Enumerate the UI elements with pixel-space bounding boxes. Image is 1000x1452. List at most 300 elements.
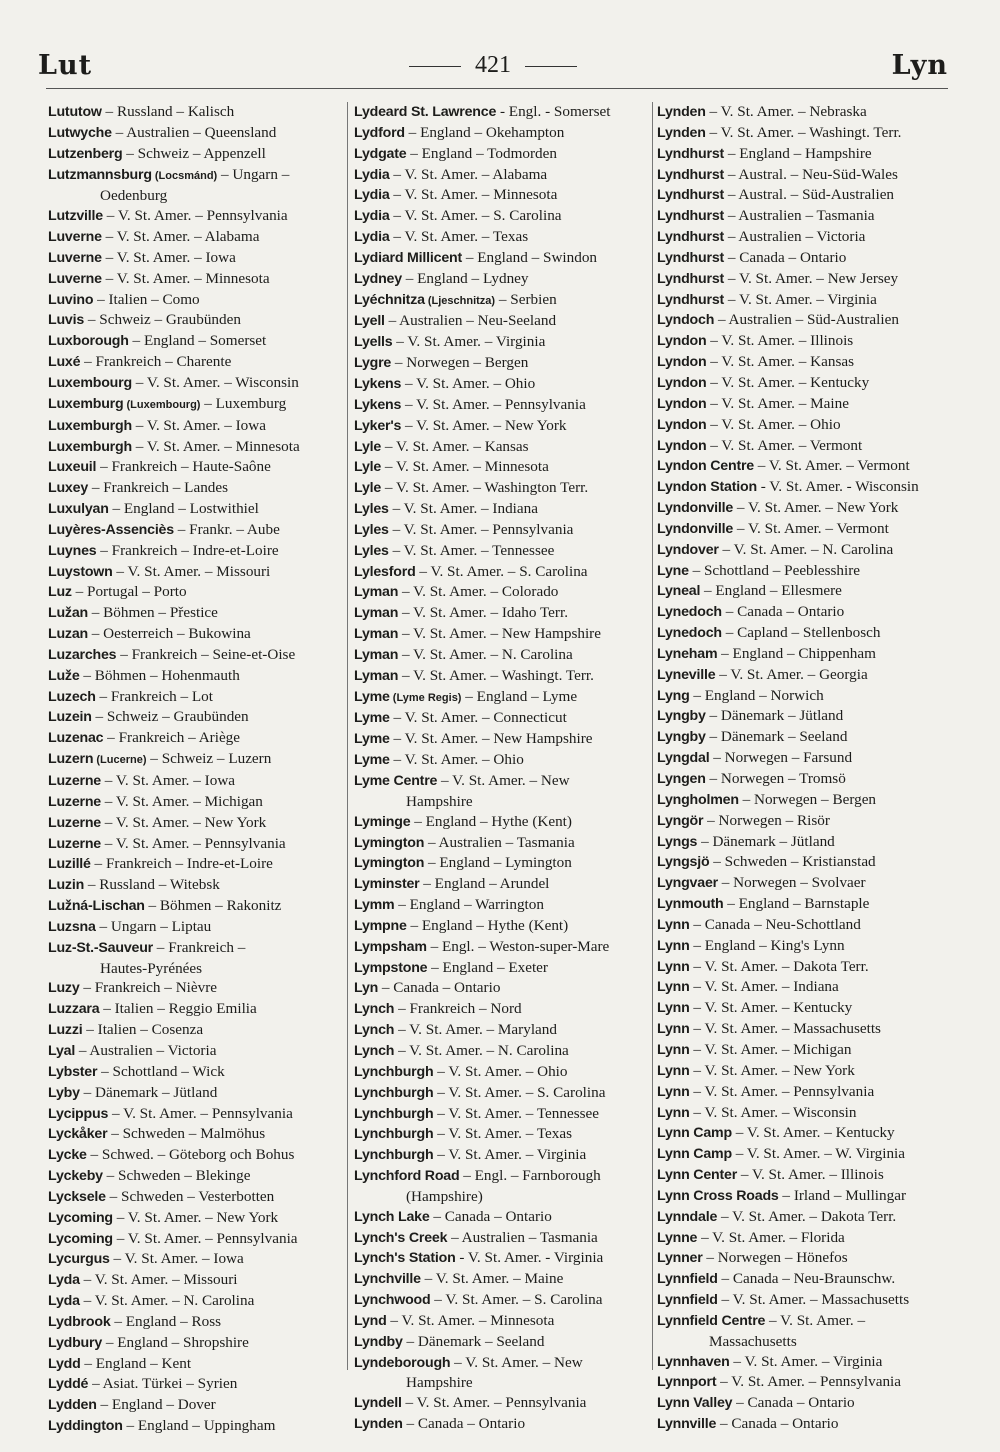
entry-location: – Australien – Victoria xyxy=(75,1041,217,1059)
entry-location: – England – King's Lynn xyxy=(689,936,845,954)
entry-location: – V. St. Amer. – Pennsylvania xyxy=(716,1373,901,1391)
gazetteer-entry xyxy=(657,1414,961,1435)
entry-headword: Luzzi xyxy=(48,1022,83,1039)
entry-location: – V. St. Amer. – S. Carolina xyxy=(415,562,588,580)
page-header xyxy=(38,48,948,88)
entry-location: – V. St. Amer. – Missouri xyxy=(112,562,271,580)
entry-headword: Lyneville xyxy=(657,666,716,683)
gazetteer-entry xyxy=(48,206,346,227)
entry-location: – V. St. Amer. – Tennessee xyxy=(388,541,555,559)
entry-location: – England – Lostwithiel xyxy=(108,500,259,518)
gazetteer-entry xyxy=(354,1020,652,1041)
gazetteer-entry xyxy=(48,1374,346,1395)
entry-headword: Luxulyan xyxy=(48,501,109,518)
gazetteer-entry xyxy=(354,562,652,583)
gazetteer-entry xyxy=(657,1082,961,1103)
header-dash-right xyxy=(525,66,577,67)
gazetteer-entry xyxy=(354,1269,652,1290)
entry-location: – Schottland – Wick xyxy=(97,1062,225,1080)
entry-location: – V. St. Amer. – New Jersey xyxy=(724,269,899,287)
gazetteer-entry xyxy=(354,603,652,624)
gazetteer-entry xyxy=(657,644,961,665)
gazetteer-entry xyxy=(657,832,961,853)
entry-location: – V. St. Amer. – Maine xyxy=(420,1270,564,1288)
gazetteer-entry xyxy=(354,812,652,833)
gazetteer-entry xyxy=(48,373,346,394)
gazetteer-entry xyxy=(657,1311,961,1352)
gazetteer-entry xyxy=(354,520,652,541)
gazetteer-entry xyxy=(354,750,652,771)
entry-headword: Lynne xyxy=(657,1229,698,1246)
gazetteer-entry xyxy=(48,520,346,541)
gazetteer-entry xyxy=(657,415,961,436)
entry-location: – Frankreich – Indre-et-Loire xyxy=(96,541,279,559)
entry-headword: Lužná-Lischan xyxy=(48,898,145,915)
entry-location: – Schweiz – Graubünden xyxy=(91,708,249,726)
gazetteer-entry xyxy=(657,727,961,748)
entry-headword: Lynden xyxy=(657,124,706,141)
gazetteer-entry xyxy=(354,978,652,999)
entry-location: – V. St. Amer. – Iowa xyxy=(101,772,236,789)
gazetteer-entry xyxy=(48,917,346,938)
gazetteer-entry xyxy=(657,1248,961,1269)
entry-headword: Luzsna xyxy=(48,918,96,935)
entry-headword: Lynn xyxy=(657,1083,690,1100)
entry-location: – V. St. Amer. – Washingt. Terr. xyxy=(705,123,902,141)
gazetteer-entry xyxy=(354,1290,652,1311)
entry-location: – Frankreich – Seine-et-Oise xyxy=(116,645,296,663)
gazetteer-entry xyxy=(657,1165,961,1186)
entry-variant-name: (Lucerne) xyxy=(93,754,147,767)
entry-headword: Lynnfield xyxy=(657,1292,718,1309)
entry-location: – V. St. Amer. – Pennsylvania xyxy=(112,1229,298,1247)
gazetteer-entry xyxy=(657,165,961,186)
entry-location: – Italien – Como xyxy=(93,290,200,308)
entry-continuation: Hautes-Pyrénées xyxy=(100,959,203,977)
gazetteer-entry xyxy=(48,1187,346,1208)
entry-location: – Italien – Cosenza xyxy=(82,1021,204,1039)
entry-location: – Frankreich – Nièvre xyxy=(79,979,218,997)
entry-headword: Lyme xyxy=(354,731,390,748)
entry-variant-name: (Luxembourg) xyxy=(123,398,201,411)
entry-location: – V. St. Amer. – Virginia xyxy=(729,1352,883,1370)
entry-headword: Lututow xyxy=(48,104,102,120)
entry-location: – Australien – Tasmania xyxy=(724,207,875,225)
gazetteer-entry xyxy=(657,331,961,352)
gazetteer-entry xyxy=(354,1248,652,1269)
entry-location: – England – Ellesmere xyxy=(700,582,842,600)
entry-location: – England – Norwich xyxy=(689,686,824,704)
entry-location: – V. St. Amer. – S. Carolina xyxy=(389,207,562,225)
entry-headword: Luzarches xyxy=(48,646,117,663)
entry-headword: Luxemburg xyxy=(48,395,124,412)
gazetteer-entry xyxy=(48,896,346,917)
gazetteer-entry xyxy=(657,206,961,227)
entry-headword: Lydia xyxy=(354,187,390,204)
gazetteer-entry xyxy=(354,687,652,709)
gazetteer-entry xyxy=(354,290,652,312)
gazetteer-entry xyxy=(657,352,961,373)
gazetteer-entry xyxy=(354,1207,652,1228)
gazetteer-entry xyxy=(657,1352,961,1373)
entry-location: – Oesterreich – Bukowina xyxy=(87,625,251,643)
entry-headword: Lyme xyxy=(354,688,390,705)
entry-location: – Canada – Ontario xyxy=(429,1207,552,1225)
gazetteer-entry xyxy=(657,1144,961,1165)
gazetteer-entry xyxy=(48,938,346,979)
gazetteer-entry xyxy=(657,310,961,331)
entry-location: – V. St. Amer. – Pennsylvania xyxy=(102,207,288,225)
entry-location: – England – Somerset xyxy=(128,332,267,350)
gazetteer-entry xyxy=(354,895,652,916)
entry-headword: Lynnville xyxy=(657,1416,717,1433)
entry-location: – Frankreich – xyxy=(153,938,246,956)
entry-location: – Serbien xyxy=(495,290,557,308)
entry-location: – V. St. Amer. – Alabama xyxy=(101,228,260,246)
entry-location: – V. St. Amer. – Michigan xyxy=(101,792,263,810)
gazetteer-entry xyxy=(48,624,346,645)
gazetteer-entry xyxy=(354,708,652,729)
entry-headword: Lynn Camp xyxy=(657,1146,732,1163)
entry-headword: Lyman xyxy=(354,584,399,601)
entry-location: – Asiat. Türkei – Syrien xyxy=(88,1375,238,1393)
entry-location: – Schweden – Vesterbotten xyxy=(105,1187,275,1205)
entry-headword: Lycoming xyxy=(48,1209,113,1226)
entry-headword: Lynnfield Centre xyxy=(657,1312,766,1329)
entry-location: – V. St. Amer. – Minnesota xyxy=(386,1311,555,1329)
entry-headword: Lynn Valley xyxy=(657,1395,733,1412)
entry-headword: Lyéchnitza xyxy=(354,291,425,308)
entry-location: – Frankreich – Landes xyxy=(88,479,229,497)
entry-location: – Schweiz – Appenzell xyxy=(122,144,266,162)
gazetteer-entry xyxy=(354,645,652,666)
gazetteer-entry xyxy=(354,916,652,937)
entry-headword: Lynndale xyxy=(657,1208,718,1225)
entry-headword: Lyndon xyxy=(657,374,707,391)
entry-location: – Dänemark – Seeland xyxy=(705,728,848,746)
gazetteer-entry xyxy=(48,394,346,416)
entry-headword: Lygre xyxy=(354,355,392,372)
gazetteer-entry xyxy=(354,478,652,499)
entry-location: – Norwegen – Hönefos xyxy=(702,1249,848,1267)
entry-location: – Frankreich – Charente xyxy=(80,353,232,371)
entry-headword: Luzern xyxy=(48,751,94,768)
entry-headword: Lynch xyxy=(354,1042,395,1059)
gazetteer-entry xyxy=(48,687,346,708)
entry-headword: Lutzmannsburg xyxy=(48,166,152,183)
gazetteer-entry xyxy=(48,290,346,311)
entry-headword: Lylesford xyxy=(354,563,416,580)
entry-location: – V. St. Amer. – New York xyxy=(401,416,567,434)
entry-location: – V. St. Amer. – Colorado xyxy=(398,583,559,601)
entry-headword: Lyminge xyxy=(354,813,411,830)
gazetteer-entry xyxy=(354,771,652,812)
entry-headword: Lynchwood xyxy=(354,1292,431,1309)
gazetteer-entry xyxy=(354,144,652,165)
entry-headword: Lynnfield xyxy=(657,1271,718,1288)
gazetteer-entry xyxy=(657,894,961,915)
entry-headword: Luystown xyxy=(48,563,113,580)
entry-headword: Lydbury xyxy=(48,1334,103,1351)
page-number-line xyxy=(38,52,948,79)
entry-headword: Luynes xyxy=(48,542,97,559)
entry-location: – Schweiz – Luzern xyxy=(146,750,272,768)
entry-location: – Norwegen – Risör xyxy=(703,811,830,829)
entry-continuation: Hampshire xyxy=(406,792,473,810)
gazetteer-entry xyxy=(48,437,346,458)
header-left-guide-word: Lut xyxy=(38,50,93,81)
gazetteer-entry xyxy=(354,248,652,269)
entry-headword: Luzy xyxy=(48,980,80,997)
entry-location: – Canada – Ontario xyxy=(402,1415,526,1433)
gazetteer-entry xyxy=(48,728,346,749)
gazetteer-entry xyxy=(354,624,652,645)
entry-headword: Lynner xyxy=(657,1250,703,1267)
entry-headword: Lyckåker xyxy=(48,1126,108,1143)
entry-location: – V. St. Amer. – New York xyxy=(101,813,267,831)
entry-headword: Luzin xyxy=(48,877,85,894)
entry-headword: Lyndeborough xyxy=(354,1354,451,1371)
entry-headword: Lycurgus xyxy=(48,1251,110,1268)
entry-location: – V. St. Amer. – Kentucky xyxy=(689,999,853,1017)
entry-location: – V. St. Amer. – Iowa xyxy=(109,1250,244,1268)
entry-headword: Lyme xyxy=(354,752,390,769)
entry-headword: Luxeuil xyxy=(48,459,97,476)
entry-headword: Lynchville xyxy=(354,1271,421,1288)
entry-location: – England – Ross xyxy=(110,1312,222,1330)
entry-location: - V. St. Amer. - Virginia xyxy=(455,1249,604,1267)
entry-headword: Luvis xyxy=(48,312,85,329)
entry-headword: Lyddington xyxy=(48,1418,123,1435)
gazetteer-entry xyxy=(354,1228,652,1249)
entry-headword: Lynn xyxy=(657,1041,690,1058)
gazetteer-entry xyxy=(48,562,346,583)
entry-headword: Lynden xyxy=(657,104,706,120)
entry-location: – V. St. Amer. – Kentucky xyxy=(731,1124,895,1142)
entry-location: – V. St. Amer. – S. Carolina xyxy=(433,1083,606,1101)
entry-location: – V. St. Amer. – New York xyxy=(689,1061,855,1079)
entry-headword: Lyneal xyxy=(657,583,701,600)
gazetteer-entry xyxy=(657,477,961,498)
entry-location: – Böhmen – Hohenmauth xyxy=(79,666,240,684)
gazetteer-entry xyxy=(48,875,346,896)
entry-headword: Lynn xyxy=(657,1062,690,1079)
gazetteer-entry xyxy=(48,978,346,999)
entry-location: – Australien – Queensland xyxy=(111,123,277,141)
gazetteer-entry xyxy=(354,1332,652,1353)
entry-headword: Lynn Center xyxy=(657,1167,738,1184)
entry-location: – England – Hythe (Kent) xyxy=(410,812,572,830)
entry-headword: Lyndell xyxy=(354,1395,402,1412)
gazetteer-entry xyxy=(657,602,961,623)
entry-headword: Lyngen xyxy=(657,771,706,787)
entry-location: – V. St. Amer. – New xyxy=(437,772,570,789)
entry-location: – Frankreich – Lot xyxy=(95,687,213,705)
entry-headword: Lyells xyxy=(354,334,393,351)
gazetteer-entry xyxy=(354,437,652,458)
entry-headword: Lyles xyxy=(354,542,389,559)
entry-location: – V. St. Amer. – Vermont xyxy=(706,436,863,454)
column-divider-2 xyxy=(652,102,653,1370)
entry-headword: Lutzville xyxy=(48,208,103,225)
entry-headword: Lynch xyxy=(354,1022,395,1039)
gazetteer-entry xyxy=(354,1062,652,1083)
entry-location: – V. St. Amer. – Michigan xyxy=(689,1040,852,1058)
entry-headword: Lynn xyxy=(657,958,690,975)
entry-location: – V. St. Amer. – Kentucky xyxy=(706,373,870,391)
gazetteer-entry xyxy=(48,1270,346,1291)
entry-headword: Lynn xyxy=(657,916,690,933)
entry-location: – V. St. Amer. – New Hampshire xyxy=(398,625,601,643)
entry-location: – Dänemark – Jütland xyxy=(705,707,844,725)
gazetteer-entry xyxy=(48,1333,346,1354)
entry-location: – V. St. Amer. – N. Carolina xyxy=(79,1292,255,1310)
entry-location: – Canada – Ontario xyxy=(716,1415,839,1433)
gazetteer-entry xyxy=(354,937,652,958)
entry-headword: Lyme xyxy=(354,710,390,727)
entry-location: – Frankreich – Ariège xyxy=(103,729,241,747)
entry-headword: Luverne xyxy=(48,249,102,266)
entry-headword: Lynedoch xyxy=(657,625,722,642)
entry-headword: Lydeard St. Lawrence xyxy=(354,104,497,120)
gazetteer-entry xyxy=(657,686,961,707)
entry-location: – Australien – Süd-Australien xyxy=(714,311,899,329)
gazetteer-entry xyxy=(48,227,346,248)
entry-location: – V. St. Amer. – New York xyxy=(112,1208,279,1226)
entry-headword: Lycke xyxy=(48,1147,87,1164)
entry-variant-name: (Locsmánd) xyxy=(151,169,218,182)
gazetteer-entry xyxy=(48,749,346,771)
entry-headword: Lyle xyxy=(354,480,382,497)
entry-location: – Schwed. – Göteborg och Bohus xyxy=(86,1146,295,1164)
entry-location: – V. St. Amer. – Washingt. Terr. xyxy=(398,666,594,684)
entry-location: – V. St. Amer. – Ohio xyxy=(389,751,524,769)
gazetteer-entry xyxy=(657,540,961,561)
entry-location: – Irland – Mullingar xyxy=(778,1186,907,1204)
gazetteer-entry xyxy=(657,1207,961,1228)
gazetteer-entry xyxy=(48,499,346,520)
entry-headword: Luzerne xyxy=(48,793,101,810)
entry-headword: Lyman xyxy=(354,605,399,622)
gazetteer-entry xyxy=(48,331,346,352)
gazetteer-entry xyxy=(48,999,346,1020)
entry-headword: Lydney xyxy=(354,270,402,287)
entry-location: – V. St. Amer. – New York xyxy=(733,499,899,517)
gazetteer-entry xyxy=(48,1291,346,1312)
gazetteer-entry xyxy=(354,853,652,874)
entry-location: – V. St. Amer. – Maine xyxy=(706,394,849,412)
entry-location: – Ungarn – Liptau xyxy=(95,917,212,935)
gazetteer-entry xyxy=(354,123,652,144)
entry-location: – V. St. Amer. – Maryland xyxy=(394,1021,557,1039)
entry-headword: Lyndonville xyxy=(657,520,734,537)
entry-headword: Lyndover xyxy=(657,541,719,558)
entry-headword: Luzerne xyxy=(48,773,101,789)
gazetteer-entry xyxy=(48,603,346,624)
gazetteer-entry xyxy=(48,1041,346,1062)
entry-location: – England – Okehampton xyxy=(404,123,565,141)
entry-location: – Canada – Neu-Braunschw. xyxy=(717,1270,896,1288)
entry-location: – Australien – Neu-Seeland xyxy=(384,312,557,330)
gazetteer-entry xyxy=(354,1041,652,1062)
gazetteer-entry xyxy=(657,1290,961,1311)
entry-location: – V. St. Amer. – N. Carolina xyxy=(398,645,573,663)
gazetteer-entry xyxy=(657,957,961,978)
gazetteer-entry xyxy=(48,1083,346,1104)
entry-location: – England – Lydney xyxy=(401,269,529,287)
entry-location: – Canada – Ontario xyxy=(732,1394,855,1412)
header-dash-left xyxy=(409,66,461,67)
entry-location: – Italien – Reggio Emilia xyxy=(99,1000,257,1018)
entry-location: – England – Hythe (Kent) xyxy=(406,916,569,934)
entry-headword: Lyndon Centre xyxy=(657,458,754,475)
entry-headword: Lynchburgh xyxy=(354,1084,434,1101)
entry-location: – Schweden – Blekinge xyxy=(102,1167,251,1185)
gazetteer-entry xyxy=(657,977,961,998)
gazetteer-entry xyxy=(48,771,346,792)
entry-headword: Lydia xyxy=(354,229,390,246)
column-divider-1 xyxy=(347,102,348,1370)
entry-headword: Lyndby xyxy=(354,1333,403,1350)
entry-headword: Lutwyche xyxy=(48,124,112,141)
entry-variant-name: (Lyme Regis) xyxy=(389,691,462,704)
entry-headword: Lynn Camp xyxy=(657,1125,732,1142)
entry-location: – England – Dover xyxy=(96,1396,216,1414)
entry-location: – V. St. Amer. – Ohio xyxy=(401,374,536,392)
gazetteer-entry xyxy=(48,1145,346,1166)
entry-location: – V. St. Amer. – Minnesota xyxy=(389,186,558,204)
entry-location: – V. St. Amer. – Minnesota xyxy=(381,458,549,476)
entry-location: – V. St. Amer. – Kansas xyxy=(706,353,855,371)
entry-location: – V. St. Amer. – N. Carolina xyxy=(718,540,894,558)
entry-headword: Luyères-Assenciès xyxy=(48,521,174,538)
entry-headword: Lynchburgh xyxy=(354,1063,434,1080)
entry-headword: Lynd xyxy=(354,1312,387,1329)
entry-headword: Luxborough xyxy=(48,333,129,350)
gazetteer-entry xyxy=(657,1019,961,1040)
entry-headword: Luzerne xyxy=(48,835,101,852)
entry-headword: Luxemburgh xyxy=(48,438,132,455)
entry-headword: Lynden xyxy=(354,1416,403,1433)
entry-location: – V. St. Amer. – Massachusetts xyxy=(689,1020,881,1038)
entry-headword: Lynch's Creek xyxy=(354,1229,448,1246)
entry-headword: Luz-St.-Sauveur xyxy=(48,939,153,956)
gazetteer-entry xyxy=(48,792,346,813)
gazetteer-entry xyxy=(657,581,961,602)
gazetteer-entry xyxy=(48,834,346,855)
entry-location: – Canada – Ontario xyxy=(724,248,847,266)
column-2 xyxy=(354,102,652,1433)
entry-location: – Austral. – Neu-Süd-Wales xyxy=(724,165,898,183)
column-3 xyxy=(657,102,961,1433)
entry-location: – V. St. Amer. – Pennsylvania xyxy=(401,395,586,413)
entry-headword: Lynch's Station xyxy=(354,1250,456,1267)
entry-location: – Böhmen – Přestice xyxy=(87,604,218,622)
entry-headword: Lydgate xyxy=(354,145,407,162)
gazetteer-entry xyxy=(657,144,961,165)
entry-location: – Australien – Victoria xyxy=(724,228,866,246)
entry-location: – England – Shropshire xyxy=(102,1333,249,1351)
entry-headword: Lyng xyxy=(657,687,690,704)
gazetteer-entry xyxy=(354,1166,652,1207)
entry-continuation: Oedenburg xyxy=(100,187,168,205)
entry-headword: Lynnport xyxy=(657,1374,717,1391)
entry-location: – England – Arundel xyxy=(419,875,550,893)
entry-location: – Luxemburg xyxy=(200,394,287,412)
entry-location: – V. St. Amer. – Vermont xyxy=(753,457,910,475)
entry-headword: Lyle xyxy=(354,459,382,476)
entry-headword: Lydiard Millicent xyxy=(354,249,463,266)
